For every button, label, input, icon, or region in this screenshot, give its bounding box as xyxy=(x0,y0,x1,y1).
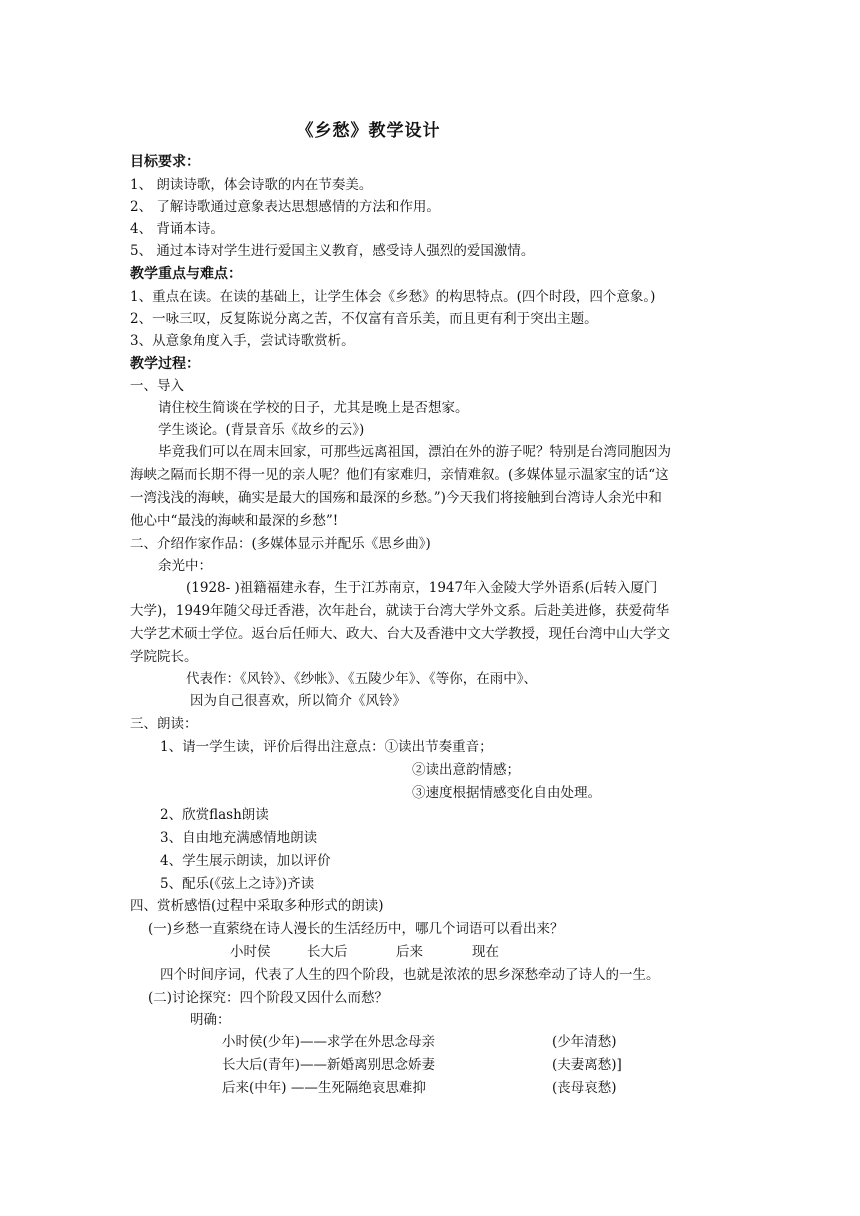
reading-subpoint: ②读出意韵情感； xyxy=(412,762,520,778)
time-word: 长大后 xyxy=(307,944,348,960)
key-point-item: 3、从意象角度入手，尝试诗歌赏析。 xyxy=(130,333,355,349)
key-point-item: 1、重点在读。在读的基础上，让学生体会《乡愁》的构思特点。(四个时段，四个意象。) xyxy=(130,289,656,305)
objective-item: 2、 了解诗歌通过意象表达思想感情的方法和作用。 xyxy=(130,199,440,215)
time-word: 后来 xyxy=(396,944,423,960)
stage-row-tag: (夫妻离愁)] xyxy=(552,1057,622,1073)
time-word: 现在 xyxy=(472,944,499,960)
intro-paragraph: 请住校生简谈在学校的日子，尤其是晚上是否想家。 xyxy=(158,400,469,416)
key-points-heading: 教学重点与难点： xyxy=(130,266,242,282)
author-name: 余光中： xyxy=(158,558,212,574)
process-heading: 教学过程： xyxy=(130,356,200,372)
stage-row-text: 长大后(青年)——新婚离别思念娇妻 xyxy=(222,1057,436,1073)
appreciation-summary: 四个时间序词，代表了人生的四个阶段，也就是浓浓的思乡深愁牵动了诗人的一生。 xyxy=(160,967,660,983)
section-heading-author: 二、介绍作家作品：(多媒体显示并配乐《思乡曲》) xyxy=(130,536,431,552)
author-bio-line: 学院院长。 xyxy=(130,649,198,665)
objective-item: 1、 朗读诗歌，体会诗歌的内在节奏美。 xyxy=(130,177,373,193)
time-word: 小时侯 xyxy=(230,944,271,960)
appreciation-question: (一)乡愁一直萦绕在诗人漫长的生活经历中，哪几个词语可以看出来？ xyxy=(148,921,564,937)
intro-paragraph-line: 海峡之隔而长期不得一见的亲人呢？他们有家难归，亲情难叙。(多媒体显示温家宝的话“这 xyxy=(130,467,669,483)
intro-paragraph-line: 一湾浅浅的海峡，确实是最大的国殇和最深的乡愁。”)今天我们将接触到台湾诗人余光中和 xyxy=(130,490,662,506)
section-heading-appreciation: 四、赏析感悟(过程中采取多种形式的朗读) xyxy=(130,898,384,914)
section-heading-intro: 一、导入 xyxy=(130,378,184,394)
section-heading-reading: 三、朗读： xyxy=(130,716,198,732)
reading-item: 4、学生展示朗读，加以评价 xyxy=(160,853,331,869)
document-title: 《乡愁》教学设计 xyxy=(296,121,441,141)
intro-paragraph-line: 毕竟我们可以在周末回家，可那些远离祖国，漂泊在外的游子呢？特别是台湾同胞因为 xyxy=(158,444,671,460)
author-bio-line: 大学)，1949年随父母迁香港，次年赴台，就读于台湾大学外文系。后赴美进修，获爱荷华 xyxy=(130,603,670,619)
key-point-item: 2、一咏三叹，反复陈说分离之苦，不仅富有音乐美，而且更有利于突出主题。 xyxy=(130,311,598,327)
reading-subpoint: ③速度根据情感变化自由处理。 xyxy=(412,785,601,801)
author-bio-line: 大学艺术硕士学位。返台后任师大、政大、台大及香港中文大学教授，现任台湾中山大学文 xyxy=(130,626,670,642)
objectives-heading: 目标要求： xyxy=(130,154,200,170)
reading-item: 2、欣赏flash朗读 xyxy=(160,807,269,823)
stage-row-tag: (少年清愁) xyxy=(552,1034,617,1050)
author-bio-line: (1928- )祖籍福建永春，生于江苏南京，1947年入金陵大学外语系(后转入厦门 xyxy=(186,580,658,596)
intro-paragraph: 学生谈论。(背景音乐《故乡的云》) xyxy=(158,422,365,438)
stage-row-text: 小时侯(少年)——求学在外思念母亲 xyxy=(222,1034,436,1050)
reading-item: 5、配乐(《弦上之诗》)齐读 xyxy=(160,876,315,892)
intro-paragraph-line: 他心中“最浅的海峡和最深的乡愁”! xyxy=(130,513,339,529)
objective-item: 5、 通过本诗对学生进行爱国主义教育，感受诗人强烈的爱国激情。 xyxy=(130,243,535,259)
reading-item: 1、请一学生读，评价后得出注意点：①读出节奏重音； xyxy=(160,739,493,755)
clarify-label: 明确： xyxy=(190,1012,231,1028)
objective-item: 4、 背诵本诗。 xyxy=(130,221,224,237)
author-choice: 因为自己很喜欢，所以简介《风铃》 xyxy=(190,693,406,709)
author-works: 代表作：《风铃》、《纱帐》、《五陵少年》、《等你，在雨中》、 xyxy=(186,671,537,687)
stage-row-text: 后来(中年) ——生死隔绝哀思难抑 xyxy=(222,1080,426,1096)
stage-row-tag: (丧母哀愁) xyxy=(552,1080,617,1096)
appreciation-question: (二)讨论探究：四个阶段又因什么而愁？ xyxy=(148,990,389,1006)
reading-item: 3、自由地充满感情地朗读 xyxy=(160,830,318,846)
